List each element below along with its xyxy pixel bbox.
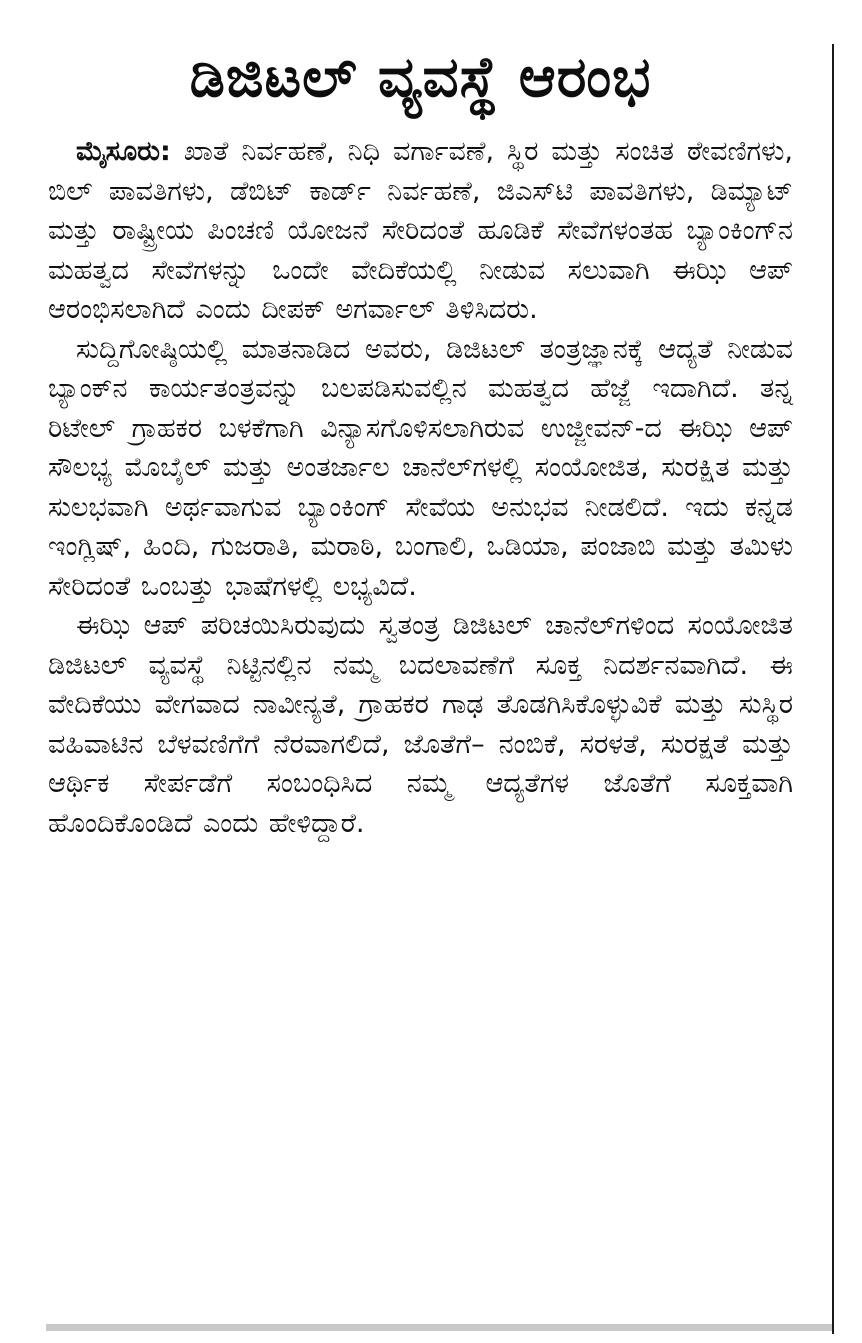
bottom-divider	[46, 1324, 832, 1331]
article-paragraph-2: ಸುದ್ದಿಗೋಷ್ಠಿಯಲ್ಲಿ ಮಾತನಾಡಿದ ಅವರು, ಡಿಜಿಟಲ್ ತಂತ್ರಜ್ಞಾನಕ್ಕೆ ಆದ್ಯತೆ ನೀಡುವ ಬ್ಯಾಂಕ್‌ನ ಕಾರ್ಯತಂತ್ರವನ್ನು ಬಲಪಡಿಸುವಲ್ಲಿನ ಮಹತ್ವದ ಹೆಜ್ಜೆ ಇದಾಗಿದೆ. ತನ್ನ ರಿಟೇಲ್ ಗ್ರಾಹಕರ ಬಳಕೆಗಾಗಿ ವಿನ್ಯಾಸಗೊಳಿಸಲಾಗಿರುವ ಉಜ್ಜೀವನ್-ದ ಈಝಿ ಆಪ್ ಸೌಲಭ್ಯ ಮೊಬೈಲ್ ಮತ್ತು ಅಂತರ್ಜಾಲ ಚಾನೆಲ್‌ಗಳಲ್ಲಿ ಸಂಯೋಜಿತ, ಸುರಕ್ಷಿತ ಮತ್ತು ಸುಲಭವಾಗಿ ಅರ್ಥವಾಗುವ ಬ್ಯಾಂಕಿಂಗ್ ಸೇವೆಯ ಅನುಭವ ನೀಡಲಿದೆ. ಇದು ಕನ್ನಡ ಇಂಗ್ಲಿಷ್, ಹಿಂದಿ, ಗುಜರಾತಿ, ಮರಾಠಿ, ಬಂಗಾಲಿ, ಒಡಿಯಾ, ಪಂಜಾಬಿ ಮತ್ತು ತಮಿಳು ಸೇರಿದಂತೆ ಒಂಬತ್ತು ಭಾಷೆಗಳಲ್ಲಿ ಲಭ್ಯವಿದೆ.	[48, 333, 793, 602]
article-paragraph-1	[48, 132, 793, 330]
article-paragraph-3: ಈಝಿ ಆಪ್ ಪರಿಚಯಿಸಿರುವುದು ಸ್ವತಂತ್ರ ಡಿಜಿಟಲ್ ಚಾನೆಲ್‌ಗಳಿಂದ ಸಂಯೋಜಿತ ಡಿಜಿಟಲ್ ವ್ಯವಸ್ಥೆ ನಿಟ್ಟಿನಲ್ಲಿನ ನಮ್ಮ ಬದಲಾವಣೆಗೆ ಸೂಕ್ತ ನಿದರ್ಶನವಾಗಿದೆ. ಈ ವೇದಿಕೆಯು ವೇಗವಾದ ನಾವೀನ್ಯತೆ, ಗ್ರಾಹಕರ ಗಾಢ ತೊಡಗಿಸಿಕೊಳ್ಳುವಿಕೆ ಮತ್ತು ಸುಸ್ಥಿರ ವಹಿವಾಟಿನ ಬೆಳವಣಿಗೆಗೆ ನೆರವಾಗಲಿದೆ, ಜೊತೆಗೆ– ನಂಬಿಕೆ, ಸರಳತೆ, ಸುರಕ್ಷತೆ ಮತ್ತು ಆರ್ಥಿಕ ಸೇರ್ಪಡೆಗೆ ಸಂಬಂಧಿಸಿದ ನಮ್ಮ ಆದ್ಯತೆಗಳ ಜೊತೆಗೆ ಸೂಕ್ತವಾಗಿ ಹೊಂದಿಕೊಂಡಿದೆ ಎಂದು ಹೇಳಿದ್ದಾರೆ.	[48, 610, 793, 839]
paragraph-1-text: ಖಾತೆ ನಿರ್ವಹಣೆ, ನಿಧಿ ವರ್ಗಾವಣೆ, ಸ್ಥಿರ ಮತ್ತು ಸಂಚಿತ ಠೇವಣಿಗಳು, ಬಿಲ್ ಪಾವತಿಗಳು, ಡೆಬಿಟ್ ಕಾರ್ಡ್ ನಿರ್ವಹಣೆ, ಜಿಎಸ್‌ಟಿ ಪಾವತಿಗಳು, ಡಿಮ್ಯಾಟ್ ಮತ್ತು ರಾಷ್ಟ್ರೀಯ ಪಿಂಚಣಿ ಯೋಜನೆ ಸೇರಿದಂತೆ ಹೂಡಿಕೆ ಸೇವೆಗಳಂತಹ ಬ್ಯಾಂಕಿಂಗ್‌ನ ಮಹತ್ವದ ಸೇವೆಗಳನ್ನು ಒಂದೇ ವೇದಿಕೆಯಲ್ಲಿ ನೀಡುವ ಸಲುವಾಗಿ ಈಝಿ ಆಪ್ ಆರಂಭಿಸಲಾಗಿದೆ ಎಂದು ದೀಪಕ್ ಅಗರ್ವಾಲ್ ತಿಳಿಸಿದರು.	[48, 136, 793, 325]
article-headline: ಡಿಜಿಟಲ್ ವ್ಯವಸ್ಥೆ ಆರಂಭ	[189, 45, 652, 110]
dateline: ಮೈಸೂರು:	[76, 136, 171, 167]
column-divider	[832, 44, 834, 1334]
news-article	[48, 30, 793, 843]
